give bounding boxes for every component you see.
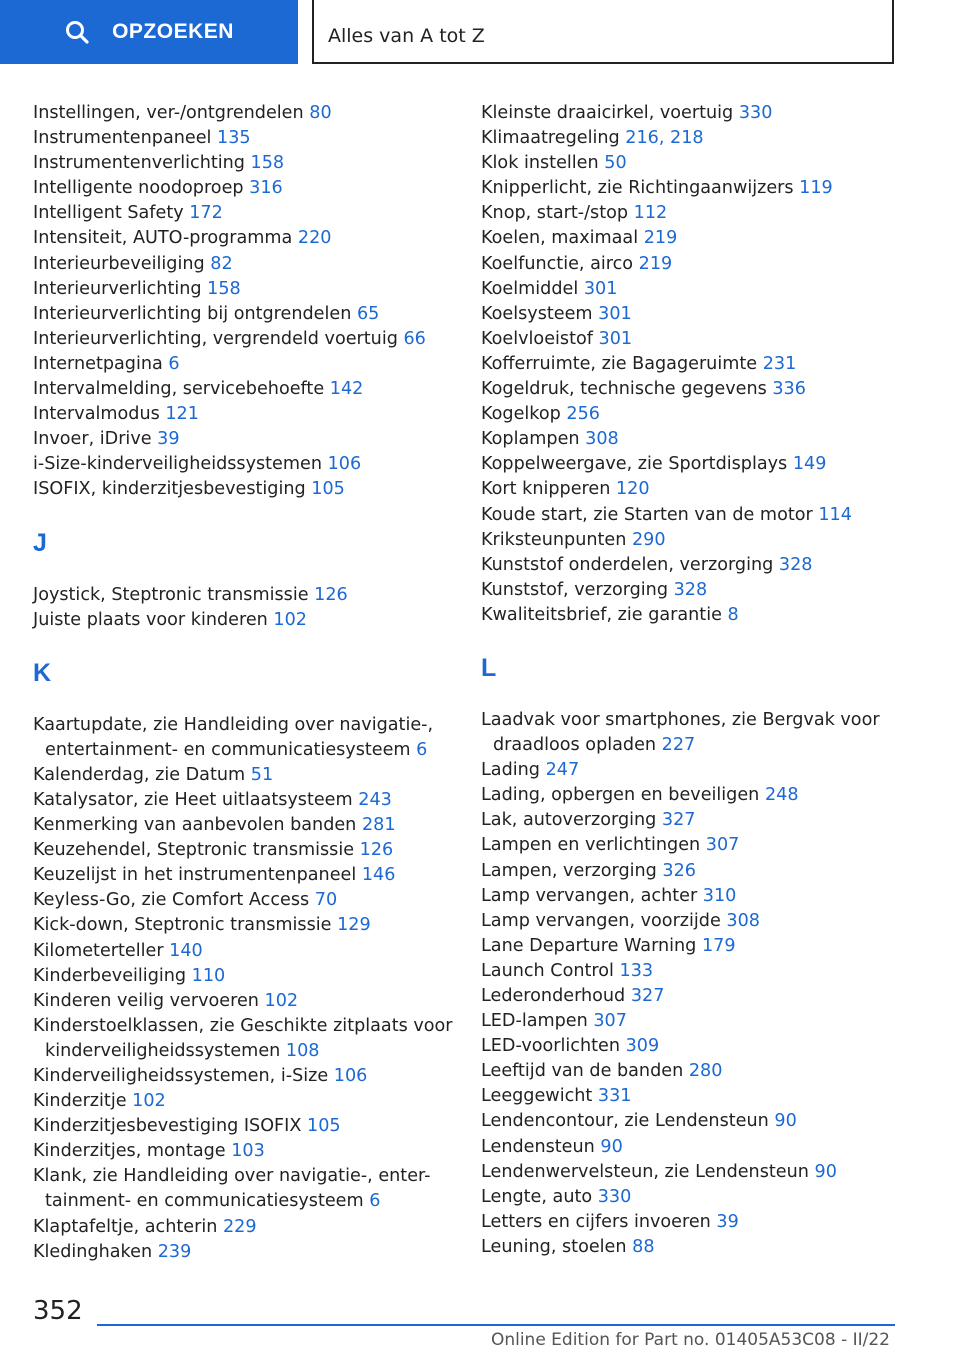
index-entry-term: Instrumentenpaneel bbox=[33, 128, 212, 149]
index-entry-term: Laadvak voor smartphones, zie Bergvak voor draadloos opladen bbox=[481, 709, 880, 756]
index-entry-term: Kaartupdate, zie Handleiding over navigatie-, entertainment- en communicatiesysteem bbox=[33, 714, 434, 760]
index-entry-term: Lendensteun bbox=[481, 1136, 595, 1157]
index-entry bbox=[481, 884, 926, 909]
index-page-link[interactable]: 51 bbox=[250, 764, 274, 785]
index-entry-term: Instellingen, ver-/ontgrendelen bbox=[33, 103, 304, 123]
index-entry-term: Koplampen bbox=[481, 429, 580, 450]
index-page-link[interactable]: 326 bbox=[662, 860, 697, 881]
index-entry bbox=[33, 964, 478, 989]
index-entry bbox=[33, 939, 478, 964]
index-entry bbox=[481, 959, 926, 984]
index-entry-term: Klaptafeltje, achterin bbox=[33, 1216, 218, 1237]
index-page-link[interactable]: 88 bbox=[632, 1236, 655, 1257]
index-entry bbox=[33, 608, 478, 633]
index-entry-term: Intelligent Safety bbox=[33, 203, 184, 224]
index-page-link[interactable]: 120 bbox=[615, 479, 650, 500]
index-page-link[interactable]: 90 bbox=[774, 1111, 797, 1132]
section-title-box bbox=[312, 0, 894, 64]
index-page-link[interactable]: 328 bbox=[778, 554, 813, 575]
index-entry-term: Kalenderdag, zie Datum bbox=[33, 764, 246, 785]
index-page-link[interactable]: 102 bbox=[264, 990, 299, 1011]
index-entry bbox=[33, 1164, 478, 1214]
index-page-link[interactable]: 110 bbox=[191, 965, 226, 986]
index-page-link[interactable]: 301 bbox=[583, 278, 618, 299]
index-page-link[interactable]: 239 bbox=[157, 1241, 192, 1262]
index-page-link[interactable]: 146 bbox=[361, 865, 396, 886]
index-entry-term: LED-lampen bbox=[481, 1011, 588, 1032]
index-letter-heading: L bbox=[481, 653, 497, 682]
index-entry bbox=[33, 302, 478, 327]
index-page-link[interactable]: 309 bbox=[625, 1036, 660, 1057]
index-entry-term: Leeftijd van de banden bbox=[481, 1061, 684, 1082]
index-entry-term: Kofferruimte, zie Bagageruimte bbox=[481, 353, 758, 374]
index-entry bbox=[481, 252, 926, 277]
index-page-link[interactable]: 39 bbox=[716, 1211, 739, 1232]
index-page-link[interactable]: 126 bbox=[314, 584, 348, 605]
index-page-link[interactable]: 105 bbox=[307, 1116, 341, 1137]
index-page-link[interactable]: 219 bbox=[638, 253, 673, 274]
index-entry-term: Lamp vervangen, achter bbox=[481, 885, 698, 906]
index-page-link[interactable]: 301 bbox=[598, 328, 633, 349]
index-entry bbox=[33, 277, 478, 302]
index-page-link[interactable]: 119 bbox=[799, 178, 833, 199]
index-entry bbox=[481, 377, 926, 402]
index-page-link[interactable]: 82 bbox=[210, 253, 233, 274]
index-entry-term: i-Size-kinderveiligheidssystemen bbox=[33, 454, 322, 475]
index-entry bbox=[481, 201, 926, 226]
index-entry-term: Knop, start-/stop bbox=[481, 203, 629, 224]
index-entry-term: Keuzelijst in het instrumentenpaneel bbox=[33, 865, 357, 886]
footer-divider bbox=[97, 1324, 895, 1326]
index-entry bbox=[481, 708, 926, 758]
index-page-link[interactable]: 70 bbox=[314, 890, 338, 911]
index-page-link[interactable]: 219 bbox=[643, 228, 678, 249]
index-entry-term: Kinderbeveiliging bbox=[33, 965, 187, 986]
index-page-link[interactable]: 308 bbox=[585, 429, 619, 450]
index-page-link[interactable]: 90 bbox=[814, 1161, 837, 1182]
index-page-link[interactable]: 308 bbox=[726, 910, 760, 931]
index-entry bbox=[481, 427, 926, 452]
index-entry-term: Lading, opbergen en beveiligen bbox=[481, 785, 760, 806]
index-page-link[interactable]: 133 bbox=[619, 960, 654, 981]
index-entry-term: Interieurbeveiliging bbox=[33, 253, 205, 274]
index-entry-term: Lampen, verzorging bbox=[481, 860, 657, 881]
index-entry-term: Kledinghaken bbox=[33, 1241, 153, 1262]
index-letter-heading: J bbox=[33, 528, 47, 557]
index-page-link[interactable]: 281 bbox=[361, 815, 396, 836]
index-page-link[interactable]: 39 bbox=[157, 429, 180, 450]
index-page-link[interactable]: 227 bbox=[661, 735, 696, 756]
index-entry bbox=[481, 151, 926, 176]
index-page-link[interactable]: 135 bbox=[217, 128, 251, 149]
index-entry bbox=[481, 477, 926, 502]
index-entry bbox=[33, 1215, 478, 1240]
index-entry bbox=[481, 859, 926, 884]
index-entry bbox=[33, 1014, 478, 1064]
index-page-link[interactable]: 316 bbox=[249, 178, 283, 199]
index-entry bbox=[481, 1059, 926, 1084]
index-entry bbox=[33, 151, 478, 176]
index-entry-term: Kilometerteller bbox=[33, 940, 164, 961]
index-entry-term: Koude start, zie Starten van de motor bbox=[481, 504, 813, 525]
page-number: 352 bbox=[33, 1296, 83, 1326]
index-entry-term: Lamp vervangen, voorzijde bbox=[481, 910, 721, 931]
index-page-link[interactable]: 248 bbox=[764, 785, 799, 806]
index-entry bbox=[33, 352, 478, 377]
index-entry bbox=[33, 888, 478, 913]
index-entry-term: Kunststof onderdelen, verzorging bbox=[481, 554, 774, 575]
index-entry bbox=[33, 402, 478, 427]
index-entry bbox=[481, 226, 926, 251]
index-page-link[interactable]: 327 bbox=[661, 810, 696, 831]
search-label: OPZOEKEN bbox=[112, 20, 234, 43]
index-entry-term: Invoer, iDrive bbox=[33, 429, 152, 450]
index-entry-term: Kinderen veilig vervoeren bbox=[33, 990, 259, 1011]
index-page-link[interactable]: 112 bbox=[633, 203, 668, 224]
index-page-link[interactable]: 102 bbox=[132, 1091, 166, 1112]
index-page-link[interactable]: 231 bbox=[762, 353, 797, 374]
index-entry-term: Keuzehendel, Steptronic transmissie bbox=[33, 840, 355, 861]
index-page-link[interactable]: 129 bbox=[337, 915, 371, 936]
index-entry-term: Intervalmodus bbox=[33, 404, 160, 425]
index-entry bbox=[33, 327, 478, 352]
index-entry bbox=[481, 352, 926, 377]
index-entry bbox=[33, 583, 478, 608]
index-entry bbox=[481, 578, 926, 603]
index-entry bbox=[33, 713, 478, 763]
index-entry bbox=[33, 763, 478, 788]
index-entry-term: Klok instellen bbox=[481, 153, 599, 174]
index-entry-term: Kinderzitjes, montage bbox=[33, 1141, 226, 1162]
index-entry-term: Lampen en verlichtingen bbox=[481, 835, 701, 856]
index-page-link[interactable]: 8 bbox=[727, 604, 739, 625]
index-entry-term: Kriksteunpunten bbox=[481, 529, 627, 550]
index-entry bbox=[481, 909, 926, 934]
index-page-link[interactable]: 106 bbox=[333, 1066, 368, 1086]
index-entry-term: Lederonderhoud bbox=[481, 986, 626, 1006]
index-entry-term: Leuning, stoelen bbox=[481, 1236, 627, 1257]
index-page-link[interactable]: 66 bbox=[403, 328, 426, 349]
index-entry bbox=[481, 1084, 926, 1109]
index-page-link[interactable]: 149 bbox=[792, 454, 827, 475]
index-page-link[interactable]: 102 bbox=[273, 609, 307, 630]
index-entry bbox=[481, 783, 926, 808]
index-page-link[interactable]: 310 bbox=[702, 885, 737, 906]
index-page-link[interactable]: 6 bbox=[416, 739, 428, 760]
index-entry bbox=[33, 377, 478, 402]
search-icon bbox=[64, 19, 90, 45]
index-page-link[interactable]: 307 bbox=[593, 1011, 627, 1032]
index-entry-term: Juiste plaats voor kinderen bbox=[33, 609, 268, 630]
index-entry-term: Intervalmelding, servicebehoefte bbox=[33, 379, 325, 400]
index-entry-term: Kleinste draaicirkel, voertuig bbox=[481, 103, 734, 123]
index-entry bbox=[33, 1240, 478, 1265]
index-entry bbox=[33, 252, 478, 277]
index-entry-term: Kinderzitje bbox=[33, 1091, 127, 1112]
index-entry-term: Kenmerking van aanbevolen banden bbox=[33, 815, 357, 836]
index-page-link[interactable]: 172 bbox=[189, 203, 223, 224]
index-entry bbox=[33, 176, 478, 201]
index-page-link[interactable]: 243 bbox=[358, 789, 392, 810]
footer-edition: Online Edition for Part no. 01405A53C08 - II/22 bbox=[490, 1330, 890, 1350]
index-entry-term: Lendencontour, zie Lendensteun bbox=[481, 1111, 769, 1132]
index-entry-term: ISOFIX, kinderzitjesbevestiging bbox=[33, 479, 306, 500]
index-entry bbox=[33, 427, 478, 452]
index-entry-term: Kogeldruk, technische gegevens bbox=[481, 379, 767, 400]
index-entry bbox=[33, 226, 478, 251]
index-entry-term: Leeggewicht bbox=[481, 1086, 593, 1107]
index-entry bbox=[33, 913, 478, 938]
index-page-link[interactable]: 290 bbox=[631, 529, 666, 550]
index-entry bbox=[33, 201, 478, 226]
index-entry-term: Interieurverlichting, vergrendeld voertuig bbox=[33, 328, 398, 349]
index-page-link[interactable]: 216, 218 bbox=[625, 128, 704, 149]
index-entry-term: Launch Control bbox=[481, 960, 614, 981]
index-page-link[interactable]: 301 bbox=[598, 303, 632, 324]
index-entry bbox=[33, 788, 478, 813]
index-entry bbox=[481, 984, 926, 1009]
index-entry-term: Koelvloeistof bbox=[481, 328, 593, 349]
index-entry bbox=[33, 1139, 478, 1164]
index-entry bbox=[481, 1034, 926, 1059]
index-entry bbox=[481, 758, 926, 783]
index-entry bbox=[481, 1109, 926, 1134]
index-entry bbox=[481, 934, 926, 959]
index-entry-term: Kunststof, verzorging bbox=[481, 579, 669, 600]
index-entry-term: Koelen, maximaal bbox=[481, 228, 639, 249]
index-page-link[interactable]: 105 bbox=[311, 479, 345, 500]
index-entry bbox=[33, 1064, 478, 1089]
index-entry-term: Lading bbox=[481, 760, 540, 781]
index-entry-term: Koppelweergave, zie Sportdisplays bbox=[481, 454, 788, 475]
index-entry bbox=[481, 126, 926, 151]
index-entry-term: Keyless-Go, zie Comfort Access bbox=[33, 890, 310, 911]
index-page-link[interactable]: 247 bbox=[545, 760, 580, 781]
search-button[interactable] bbox=[0, 0, 298, 64]
index-page-link[interactable]: 256 bbox=[566, 404, 600, 425]
index-entry bbox=[33, 1089, 478, 1114]
index-entry bbox=[481, 833, 926, 858]
index-entry bbox=[481, 603, 926, 628]
index-entry bbox=[481, 277, 926, 302]
index-page-link[interactable]: 6 bbox=[168, 353, 180, 374]
index-entry-term: Kwaliteitsbrief, zie garantie bbox=[481, 604, 722, 625]
index-page-link[interactable]: 50 bbox=[604, 153, 627, 174]
index-entry bbox=[33, 477, 478, 502]
index-entry bbox=[481, 1135, 926, 1160]
index-entry-term: Interieurverlichting bbox=[33, 278, 202, 299]
index-entry-term: Lak, autoverzorging bbox=[481, 810, 657, 831]
index-entry-term: Joystick, Steptronic transmissie bbox=[33, 584, 309, 605]
index-page-link[interactable]: 142 bbox=[329, 379, 364, 400]
index-entry bbox=[33, 813, 478, 838]
index-entry bbox=[33, 1114, 478, 1139]
index-entry bbox=[481, 1210, 926, 1235]
index-page-link[interactable]: 336 bbox=[772, 379, 806, 400]
index-entry bbox=[481, 302, 926, 327]
index-page-link[interactable]: 103 bbox=[231, 1141, 265, 1162]
index-entry-term: Lendenwervelsteun, zie Lendensteun bbox=[481, 1161, 809, 1182]
index-entry bbox=[481, 503, 926, 528]
index-page-link[interactable]: 330 bbox=[597, 1186, 632, 1207]
index-entry bbox=[481, 1235, 926, 1260]
index-entry bbox=[481, 452, 926, 477]
index-letter-heading: K bbox=[33, 658, 52, 687]
index-entry-term: Lane Departure Warning bbox=[481, 935, 697, 956]
index-page-link[interactable]: 331 bbox=[597, 1086, 632, 1107]
index-page-link[interactable]: 307 bbox=[705, 835, 740, 856]
index-page-link[interactable]: 106 bbox=[327, 454, 362, 475]
index-entry bbox=[481, 808, 926, 833]
index-entry bbox=[481, 327, 926, 352]
index-page-link[interactable]: 158 bbox=[207, 278, 241, 299]
index-entry-term: Interieurverlichting bij ontgrendelen bbox=[33, 303, 352, 324]
index-page-link[interactable]: 114 bbox=[818, 504, 852, 525]
index-page-link[interactable]: 90 bbox=[600, 1136, 623, 1157]
index-entry-term: Internetpagina bbox=[33, 353, 163, 374]
index-entry bbox=[33, 989, 478, 1014]
index-page-link[interactable]: 179 bbox=[701, 935, 736, 956]
index-entry-term: LED-voorlichten bbox=[481, 1036, 620, 1057]
index-entry bbox=[481, 528, 926, 553]
index-entry-term: Kick-down, Steptronic transmissie bbox=[33, 915, 332, 936]
index-page-link[interactable]: 140 bbox=[169, 940, 203, 961]
index-column-right bbox=[481, 101, 926, 1260]
index-column-left bbox=[33, 101, 478, 1265]
index-entry-term: Intelligente noodoproep bbox=[33, 178, 244, 199]
index-entry bbox=[481, 1009, 926, 1034]
index-entry bbox=[33, 452, 478, 477]
index-page-link[interactable]: 108 bbox=[285, 1040, 320, 1061]
index-entry bbox=[481, 1160, 926, 1185]
index-entry bbox=[33, 101, 478, 126]
index-page-link[interactable]: 220 bbox=[297, 228, 332, 249]
index-entry-term: Instrumentenverlichting bbox=[33, 153, 245, 174]
index-page-link[interactable]: 328 bbox=[673, 579, 708, 600]
index-entry-term: Klank, zie Handleiding over navigatie-, enter-tainment- en communicatiesysteem bbox=[33, 1166, 431, 1212]
index-page-link[interactable]: 280 bbox=[688, 1061, 723, 1082]
index-entry-term: Kogelkop bbox=[481, 404, 561, 425]
index-entry-term: Kinderveiligheidssystemen, i-Size bbox=[33, 1066, 329, 1086]
index-entry-term: Kinderzitjesbevestiging ISOFIX bbox=[33, 1116, 302, 1137]
index-page-link[interactable]: 80 bbox=[309, 103, 332, 123]
index-entry-term: Koelmiddel bbox=[481, 278, 579, 299]
index-page-link[interactable]: 126 bbox=[359, 840, 394, 861]
index-page-link[interactable]: 158 bbox=[250, 153, 285, 174]
index-entry bbox=[481, 101, 926, 126]
index-page-link[interactable]: 121 bbox=[165, 404, 199, 425]
index-entry bbox=[33, 863, 478, 888]
index-entry-term: Lengte, auto bbox=[481, 1186, 593, 1207]
index-entry-term: Intensiteit, AUTO-programma bbox=[33, 228, 293, 249]
index-entry-term: Letters en cijfers invoeren bbox=[481, 1211, 711, 1232]
section-title: Alles van A tot Z bbox=[328, 25, 485, 47]
index-entry bbox=[33, 126, 478, 151]
index-entry bbox=[481, 553, 926, 578]
index-entry-term: Knipperlicht, zie Richtingaanwijzers bbox=[481, 178, 794, 199]
index-entry bbox=[481, 1185, 926, 1210]
index-entry-term: Kort knipperen bbox=[481, 479, 611, 500]
header bbox=[0, 0, 960, 66]
index-page-link[interactable]: 6 bbox=[369, 1191, 381, 1212]
index-page-link[interactable]: 330 bbox=[738, 103, 773, 123]
index-entry-term: Katalysator, zie Heet uitlaatsysteem bbox=[33, 789, 353, 810]
index-page-link[interactable]: 229 bbox=[222, 1216, 257, 1237]
index-entry bbox=[481, 402, 926, 427]
index-entry-term: Kinderstoelklassen, zie Geschikte zitplaats voor kinderveiligheidssystemen bbox=[33, 1015, 453, 1061]
index-page-link[interactable]: 327 bbox=[630, 986, 665, 1006]
index-entry-term: Koelfunctie, airco bbox=[481, 253, 634, 274]
index-entry-term: Koelsysteem bbox=[481, 303, 593, 324]
index-entry bbox=[33, 838, 478, 863]
index-entry bbox=[481, 176, 926, 201]
index-entry-term: Klimaatregeling bbox=[481, 128, 620, 149]
index-page-link[interactable]: 65 bbox=[356, 303, 380, 324]
